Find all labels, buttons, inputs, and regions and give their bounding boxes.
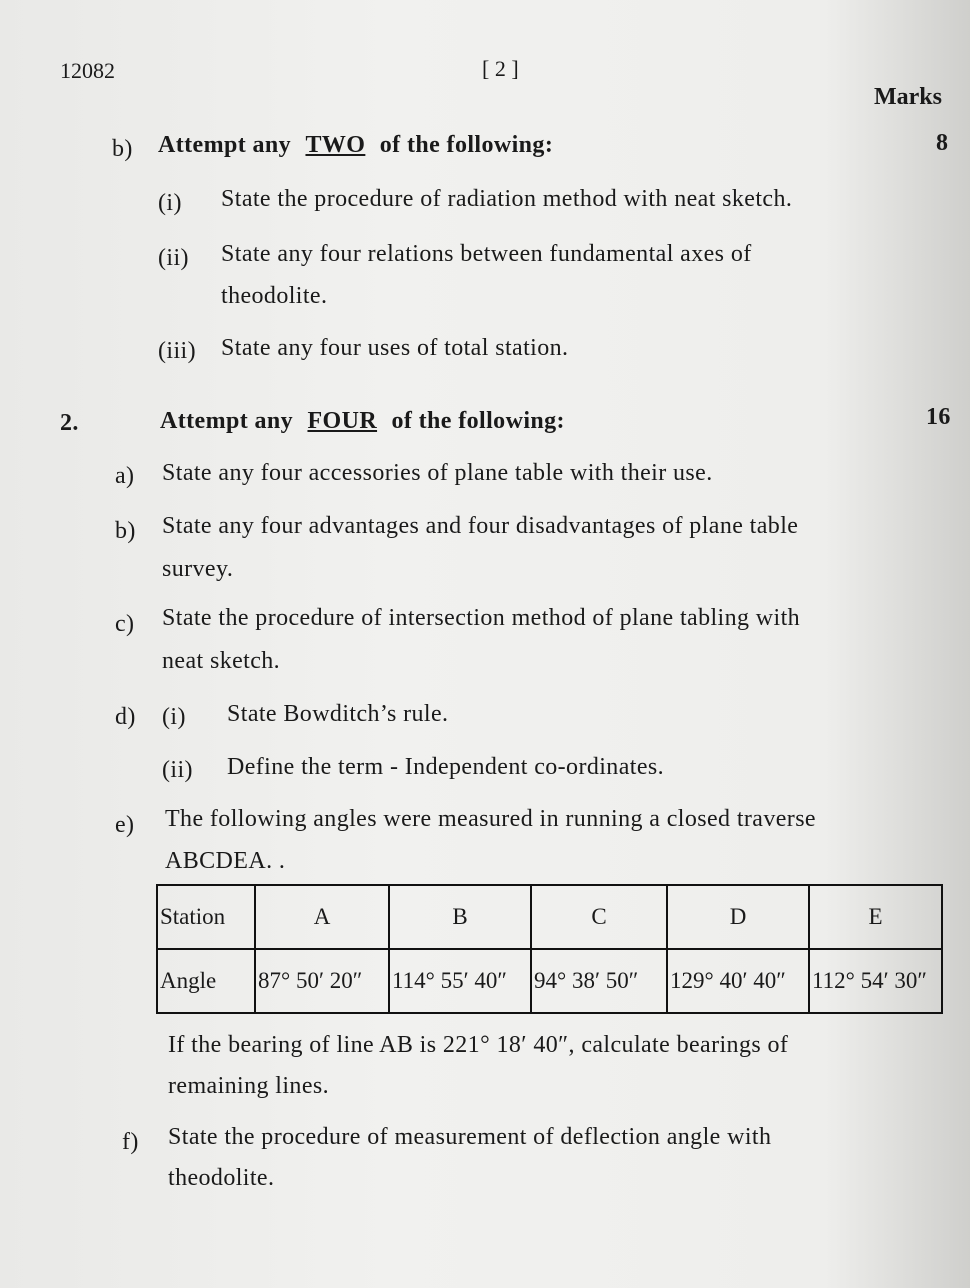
q2d-ii-text: Define the term - Independent co-ordinates. bbox=[227, 754, 665, 780]
q2e-followup-cont: remaining lines. bbox=[168, 1073, 330, 1099]
station-cell: A bbox=[255, 885, 389, 949]
q2e-text-cont: ABCDEA. . bbox=[165, 848, 286, 874]
q1b-item-num: (i) bbox=[158, 190, 182, 216]
angle-cell: 112° 54′ 30″ bbox=[809, 949, 942, 1013]
q2d-i-text: State Bowditch’s rule. bbox=[227, 701, 449, 727]
angle-cell: 114° 55′ 40″ bbox=[389, 949, 531, 1013]
q1b-instruction-pre: Attempt any bbox=[158, 132, 292, 158]
q1b-item-text: State the procedure of radiation method with neat sketch. bbox=[221, 186, 793, 212]
q2c-text: State the procedure of intersection method of plane tabling with bbox=[162, 605, 801, 631]
q2b-text: State any four advantages and four disadvantages of plane table bbox=[162, 513, 799, 539]
q1b-item-num: (iii) bbox=[158, 338, 196, 364]
page-number: [ 2 ] bbox=[482, 56, 519, 81]
q2f-text: State the procedure of measurement of deflection angle with bbox=[168, 1124, 772, 1150]
q2f-label: f) bbox=[122, 1129, 139, 1155]
q2f-text-cont: theodolite. bbox=[168, 1165, 275, 1191]
station-cell: E bbox=[809, 885, 942, 949]
q2-instruction bbox=[160, 408, 565, 435]
marks-heading: Marks bbox=[874, 84, 942, 110]
station-cell: D bbox=[667, 885, 809, 949]
table-row bbox=[157, 885, 942, 949]
q1b-item-num: (ii) bbox=[158, 245, 189, 271]
q1b-marks: 8 bbox=[936, 130, 949, 156]
table-row bbox=[157, 949, 942, 1013]
station-cell: C bbox=[531, 885, 667, 949]
angle-cell: 129° 40′ 40″ bbox=[667, 949, 809, 1013]
q1b-instruction-post: of the following: bbox=[379, 132, 554, 158]
q1b-instruction bbox=[158, 132, 553, 159]
row-header-station: Station bbox=[157, 885, 255, 949]
q1b-item-text: State any four uses of total station. bbox=[221, 335, 569, 361]
q2b-label: b) bbox=[115, 518, 136, 544]
angle-cell: 94° 38′ 50″ bbox=[531, 949, 667, 1013]
angle-cell: 87° 50′ 20″ bbox=[255, 949, 389, 1013]
q2-number: 2. bbox=[60, 410, 79, 436]
q2d-label: d) bbox=[115, 704, 136, 730]
q1b-instruction-key: TWO bbox=[305, 132, 366, 158]
row-header-angle: Angle bbox=[157, 949, 255, 1013]
q2a-text: State any four accessories of plane table with their use. bbox=[162, 460, 713, 486]
q2-instruction-key: FOUR bbox=[307, 408, 378, 434]
traverse-angles-table bbox=[156, 884, 943, 1014]
q2d-ii-num: (ii) bbox=[162, 757, 193, 783]
q2c-label: c) bbox=[115, 611, 135, 637]
q2b-text-cont: survey. bbox=[162, 556, 234, 582]
q2c-text-cont: neat sketch. bbox=[162, 648, 281, 674]
q2e-followup: If the bearing of line AB is 221° 18′ 40″, calculate bearings of bbox=[168, 1032, 789, 1058]
q1b-item-text-cont: theodolite. bbox=[221, 283, 328, 309]
q2e-text: The following angles were measured in running a closed traverse bbox=[165, 806, 816, 832]
q2-marks: 16 bbox=[926, 404, 951, 430]
station-cell: B bbox=[389, 885, 531, 949]
q2e-label: e) bbox=[115, 812, 135, 838]
q1b-label: b) bbox=[112, 136, 133, 162]
paper-code: 12082 bbox=[60, 58, 115, 83]
q1b-item-text: State any four relations between fundamental axes of bbox=[221, 241, 752, 267]
q2-instruction-post: of the following: bbox=[391, 408, 565, 434]
q2d-i-num: (i) bbox=[162, 704, 186, 730]
q2-instruction-pre: Attempt any bbox=[160, 408, 294, 434]
q2a-label: a) bbox=[115, 463, 135, 489]
